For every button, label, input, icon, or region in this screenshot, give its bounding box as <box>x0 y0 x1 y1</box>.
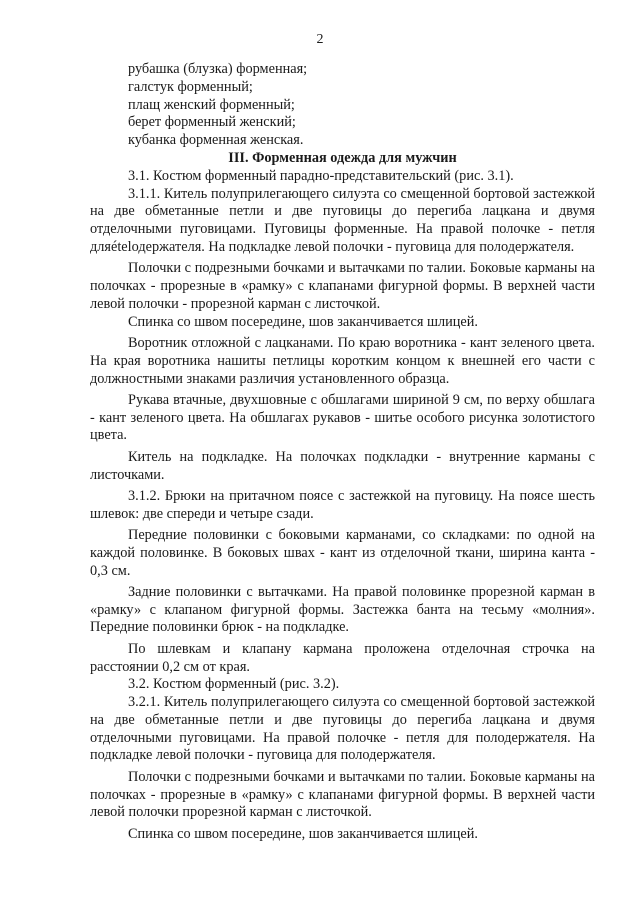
list-item: берет форменный женский; <box>128 114 296 131</box>
paragraph: 3.1.1. Китель полуприлегающего силуэта со смещенной бортовой застежкой на две обметанные петли и две пуговицы до перегиба лацкана и двумя отделочными пуговицами. Пуговицы форменные. На правой полочке - петля дляételодержателя. На подкладке левой полочки - пуговица для полодержателя. <box>90 185 595 255</box>
paragraph: Воротник отложной с лацканами. По краю воротника - кант зеленого цвета. На края воротника нашиты петлицы коротким концом к внешней его части с должностными знаками различия установленного образца. <box>90 334 595 387</box>
list-item: рубашка (блузка) форменная; <box>128 61 308 77</box>
section-heading: III. Форменная одежда для мужчин <box>228 149 457 166</box>
list-item: галстук форменный; <box>128 78 253 95</box>
paragraph: Задние половинки с вытачками. На правой половинке прорезной карман в «рамку» с клапаном фигурной формы. Застежка банта на тесьму «молния». Передние половинки брюк - на подкладке. <box>90 583 595 636</box>
paragraph: Спинка со швом посередине, шов заканчивается шлицей. <box>128 825 478 842</box>
paragraph: Китель на подкладке. На полочках подкладки - внутренние карманы с листочками. <box>90 448 595 483</box>
paragraph: 3.2.1. Китель полуприлегающего силуэта со смещенной бортовой застежкой на две обметанные петли и две пуговицы до перегиба лацкана и двумя отделочными пуговицами. На правой полочке - петля для полодержателя. На подкладке левой полочки - пуговица для полодержателя. <box>90 694 595 764</box>
paragraph: Рукава втачные, двухшовные с обшлагами шириной 9 см, по верху обшлага - кант зеленого цвета. На обшлагах рукавов - шитье особого рисунка золотистого цвета. <box>90 391 595 444</box>
paragraph: По шлевкам и клапану кармана проложена отделочная строчка на расстоянии 0,2 см от края. <box>90 640 595 675</box>
list-item: кубанка форменная женская. <box>128 132 304 149</box>
paragraph: Полочки с подрезными бочками и вытачками по талии. Боковые карманы на полочках - прорезные в «рамку» с клапанами фигурной формы. В верхней части левой полочки прорезной карман с листочкой. <box>90 768 595 821</box>
paragraph: 3.1. Костюм форменный парадно-представительский (рис. 3.1). <box>128 167 514 184</box>
paragraph: 3.1.2. Брюки на притачном поясе с застежкой на пуговицу. На поясе шесть шлевок: две спереди и четыре сзади. <box>90 487 595 522</box>
document-body <box>90 61 595 843</box>
paragraph: Полочки с подрезными бочками и вытачками по талии. Боковые карманы на полочках - прорезные в «рамку» с клапанами фигурной формы. В верхней части левой полочки - прорезной карман с листочкой. <box>90 260 595 312</box>
page-number: 2 <box>316 32 324 47</box>
paragraph: 3.2. Костюм форменный (рис. 3.2). <box>128 676 340 693</box>
paragraph: Спинка со швом посередине, шов заканчивается шлицей. <box>128 313 478 330</box>
paragraph: Передние половинки с боковыми карманами, со складками: по одной на каждой половинке. В боковых швах - кант из отделочной ткани, ширина канта - 0,3 см. <box>90 526 595 579</box>
list-item: плащ женский форменный; <box>128 96 295 113</box>
